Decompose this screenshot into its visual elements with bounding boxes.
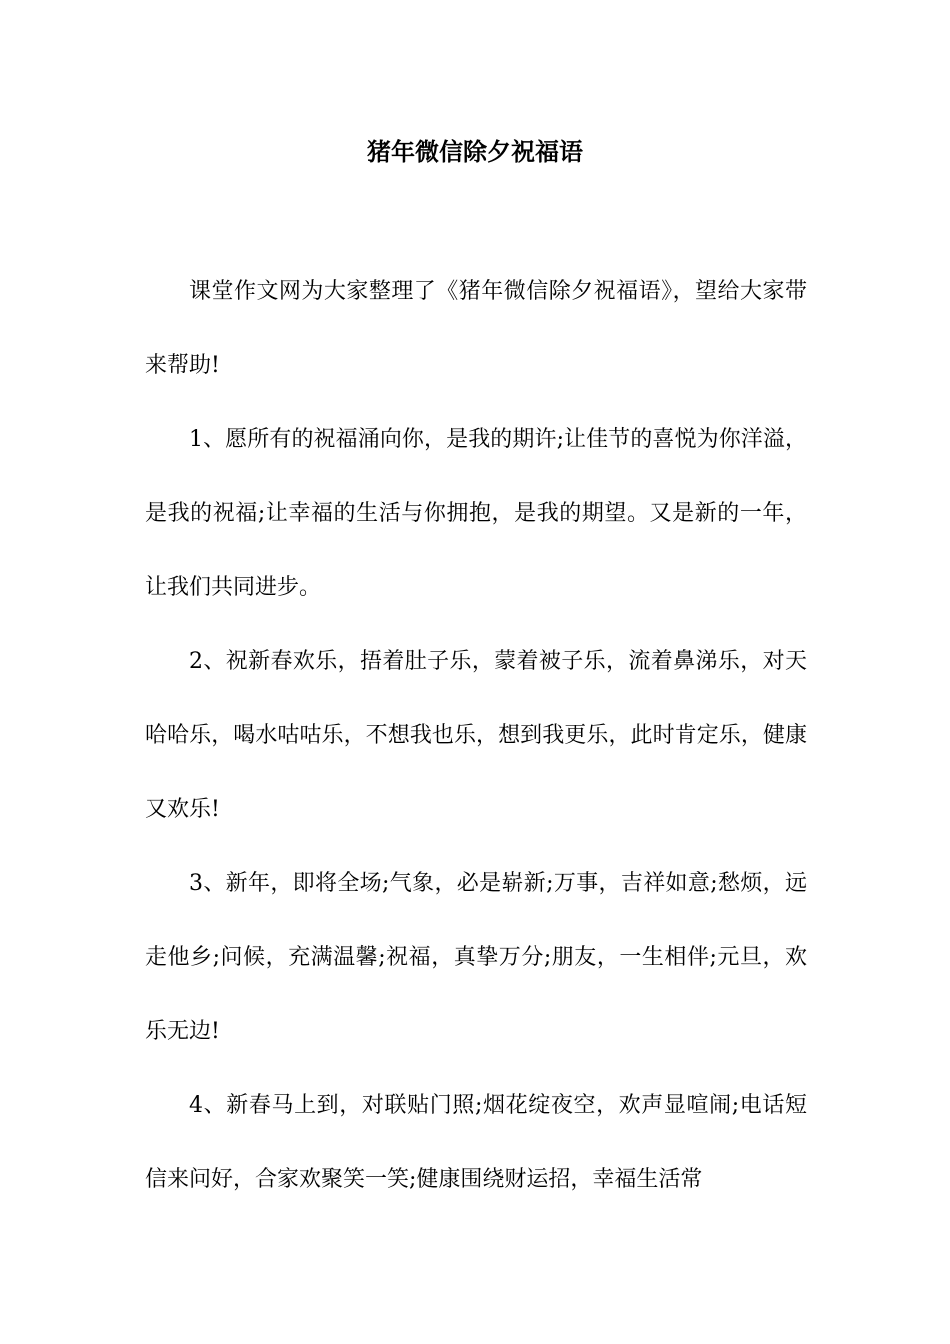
paragraph-4: 4、新春马上到，对联贴门照;烟花绽夜空，欢声显喧闹;电话短信来问好，合家欢聚笑一笑;健康围绕财运招，幸福生活常 — [145, 1093, 807, 1192]
intro-paragraph: 课堂作文网为大家整理了《猪年微信除夕祝福语》，望给大家带来帮助! — [145, 279, 807, 378]
document-body — [145, 255, 807, 1217]
paragraph-1: 1、愿所有的祝福涌向你，是我的期许;让佳节的喜悦为你洋溢，是我的祝福;让幸福的生活与你拥抱，是我的期望。又是新的一年，让我们共同进步。 — [145, 427, 807, 600]
paragraph-3: 3、新年，即将全场;气象，必是崭新;万事，吉祥如意;愁烦，远走他乡;问候，充满温馨;祝福，真挚万分;朋友，一生相伴;元旦，欢乐无边! — [145, 871, 807, 1044]
document-title: 猪年微信除夕祝福语 — [367, 138, 583, 166]
paragraph-2: 2、祝新春欢乐，捂着肚子乐，蒙着被子乐，流着鼻涕乐，对天哈哈乐，喝水咕咕乐，不想我也乐，想到我更乐，此时肯定乐，健康又欢乐! — [145, 649, 807, 822]
